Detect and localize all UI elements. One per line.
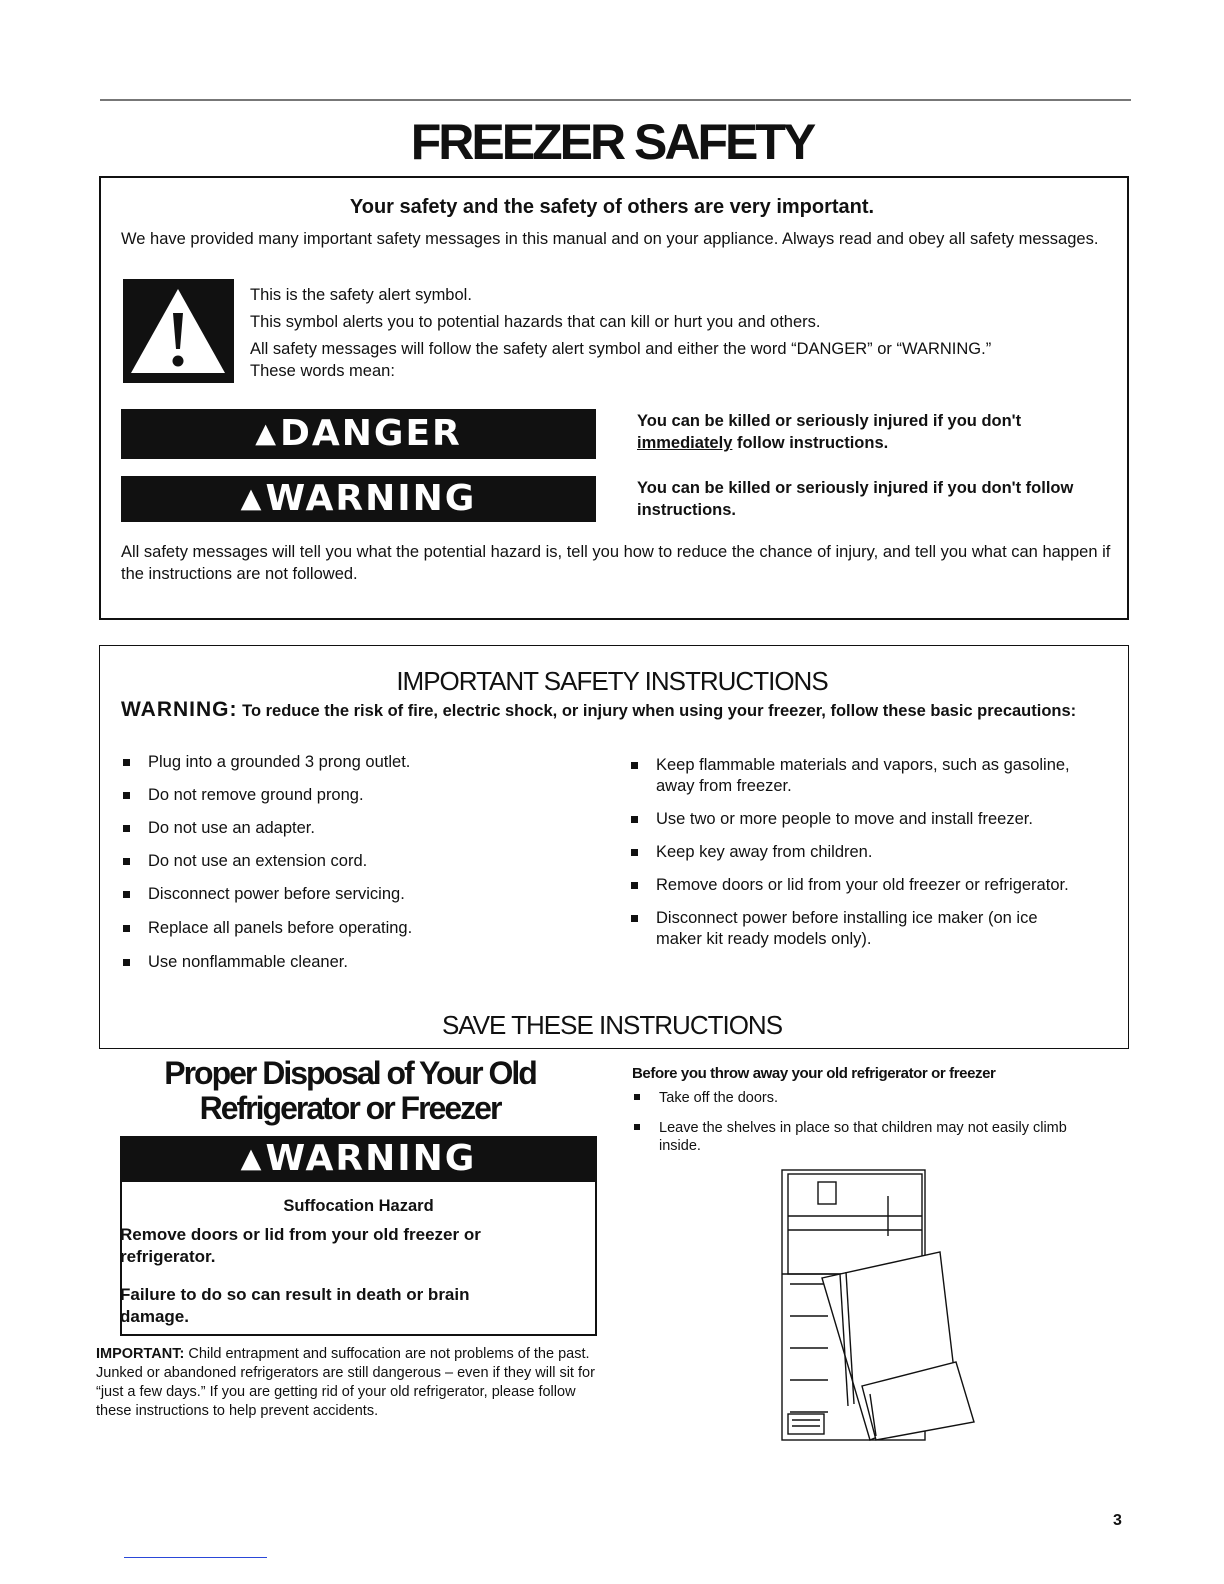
disposal-right-heading: Before you throw away your old refrigerator or freezer: [632, 1065, 996, 1082]
bottom-link-line: [124, 1557, 267, 1558]
warning-label: WARNING: [265, 478, 477, 520]
list-item: Leave the shelves in place so that children may not easily climb inside.: [632, 1119, 1102, 1155]
list-item: Replace all panels before operating.: [121, 918, 591, 939]
warning-text: You can be killed or seriously injured if you don't follow instructions.: [637, 479, 1074, 519]
list-item: Do not remove ground prong.: [121, 785, 591, 806]
disposal-warning-label: WARNING: [265, 1138, 477, 1180]
isi-warning-word: WARNING:: [121, 698, 238, 721]
alert-triangle-icon: ▲: [240, 483, 264, 514]
isi-right-list: [629, 755, 1079, 950]
intro-heading: Your safety and the safety of others are very important.: [349, 196, 875, 218]
symbol-line-1: This is the safety alert symbol.: [250, 286, 472, 304]
danger-banner: [121, 409, 596, 459]
danger-label: DANGER: [280, 413, 462, 455]
list-item: Disconnect power before installing ice maker (on ice maker kit ready models only).: [629, 908, 1079, 950]
save-instructions-heading: SAVE THESE INSTRUCTIONS: [441, 1010, 783, 1040]
hazard-line-2: Failure to do so can result in death or brain damage.: [120, 1285, 470, 1326]
list-item: Disconnect power before servicing.: [121, 884, 591, 905]
page-title: FREEZER SAFETY: [410, 114, 814, 170]
safety-alert-symbol-icon: [123, 279, 234, 383]
list-item: Do not use an extension cord.: [121, 851, 591, 872]
warning-banner: [121, 476, 596, 522]
alert-triangle-icon: ▲: [240, 1143, 264, 1174]
page-number: 3: [1113, 1512, 1122, 1529]
hazard-title: Suffocation Hazard: [283, 1197, 434, 1215]
disposal-warning-banner: [120, 1136, 597, 1182]
list-item: Plug into a grounded 3 prong outlet.: [121, 752, 591, 773]
danger-underlined-word: immediately: [637, 434, 733, 452]
isi-warning-text: To reduce the risk of fire, electric shock, or injury when using your freezer, follow these basic precautions:: [242, 702, 1077, 720]
important-text: Child entrapment and suffocation are not problems of the past. Junked or abandoned refrigerators are still dangerous – even if they will sit for “just a few days.” If you are getting rid of your old refrigerator, please follow these instructions to help prevent accidents.: [96, 1346, 595, 1419]
list-item: Keep key away from children.: [629, 842, 1079, 863]
important-label: IMPORTANT:: [96, 1346, 185, 1362]
list-item: Use nonflammable cleaner.: [121, 952, 591, 973]
important-note: [96, 1345, 596, 1421]
disposal-right-list: [632, 1089, 1102, 1155]
list-item: Keep flammable materials and vapors, such as gasoline, away from freezer.: [629, 755, 1079, 797]
intro-paragraph: We have provided many important safety messages in this manual and on your appliance. Always read and obey all safety messages.: [121, 230, 1099, 248]
danger-text: You can be killed or seriously injured if you don't immediately follow instructions.: [637, 412, 1022, 452]
list-item: Take off the doors.: [632, 1089, 1102, 1107]
intro-closing: All safety messages will tell you what the potential hazard is, tell you how to reduce the chance of injury, and tell you what can happen if the instructions are not followed.: [121, 543, 1111, 583]
symbol-line-3: All safety messages will follow the safety alert symbol and either the word “DANGER” or “WARNING.” These words mean:: [250, 340, 992, 380]
hazard-line-1: Remove doors or lid from your old freezer or refrigerator.: [120, 1225, 481, 1266]
list-item: Remove doors or lid from your old freezer or refrigerator.: [629, 875, 1079, 896]
isi-heading: IMPORTANT SAFETY INSTRUCTIONS: [396, 666, 828, 696]
list-item: Use two or more people to move and install freezer.: [629, 809, 1079, 830]
top-rule: [100, 99, 1131, 101]
isi-left-list: [121, 752, 591, 973]
list-item: Do not use an adapter.: [121, 818, 591, 839]
disposal-title: Proper Disposal of Your Old Refrigerator or Freezer: [164, 1055, 536, 1126]
alert-triangle-icon: ▲: [255, 418, 279, 449]
isi-warning: [121, 700, 1101, 721]
symbol-line-2: This symbol alerts you to potential hazards that can kill or hurt you and others.: [250, 313, 821, 331]
refrigerator-doors-removed-illustration: [778, 1166, 983, 1446]
